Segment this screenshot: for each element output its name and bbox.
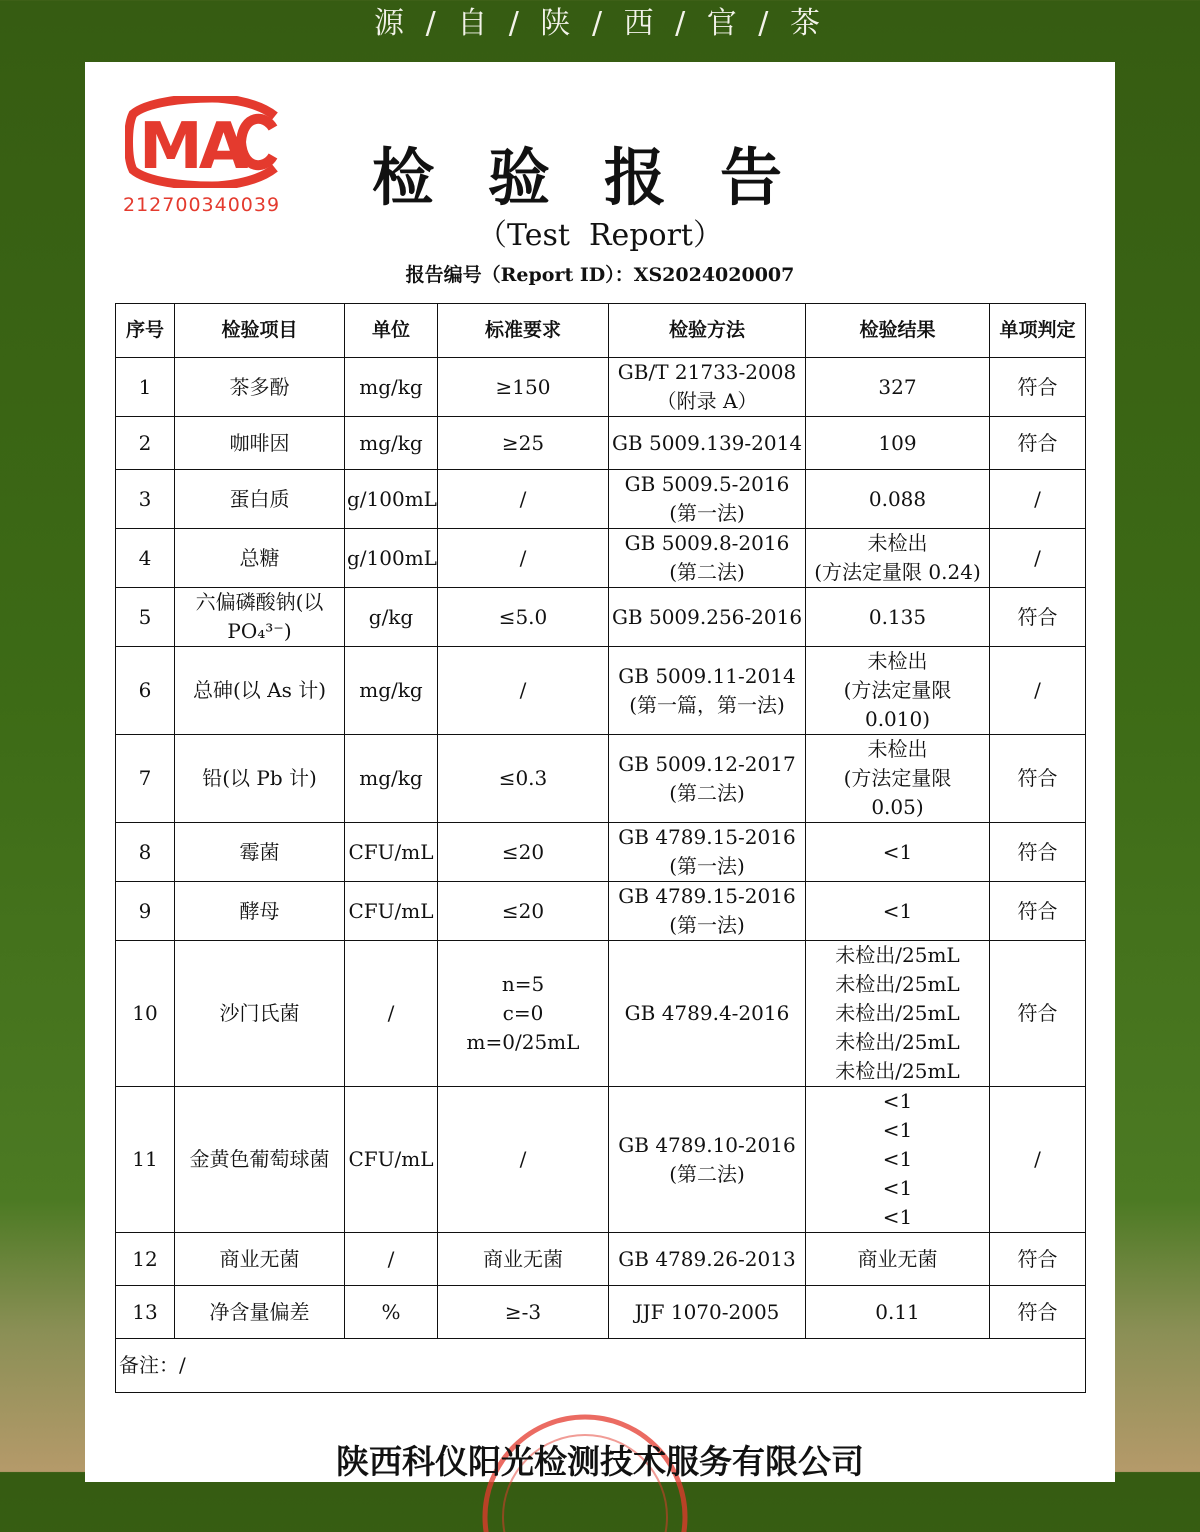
cell-item: 六偏磷酸钠(以 PO₄³⁻) bbox=[175, 588, 345, 647]
cell-result: 109 bbox=[806, 417, 990, 470]
cell-method: GB 4789.10-2016 (第二法) bbox=[609, 1087, 806, 1233]
cell-result: <1 <1 <1 <1 <1 bbox=[806, 1087, 990, 1233]
cell-unit: mg/kg bbox=[345, 647, 438, 735]
cell-item: 铅(以 Pb 计) bbox=[175, 735, 345, 823]
cell-method: GB 5009.8-2016 (第二法) bbox=[609, 529, 806, 588]
cell-method: GB 4789.26-2013 bbox=[609, 1233, 806, 1286]
cell-method: GB 5009.12-2017 (第二法) bbox=[609, 735, 806, 823]
cell-standard: / bbox=[438, 529, 609, 588]
cell-standard: ≤20 bbox=[438, 823, 609, 882]
cell-verdict: 符合 bbox=[990, 735, 1086, 823]
cma-number: 212700340039 bbox=[123, 194, 281, 216]
cell-item: 总砷(以 As 计) bbox=[175, 647, 345, 735]
cell-item: 金黄色葡萄球菌 bbox=[175, 1087, 345, 1233]
cell-result: <1 bbox=[806, 882, 990, 941]
cell-unit: % bbox=[345, 1286, 438, 1339]
cell-standard: ≥25 bbox=[438, 417, 609, 470]
cell-unit: g/100mL bbox=[345, 470, 438, 529]
table-row bbox=[116, 588, 1086, 647]
report-paper bbox=[85, 62, 1115, 1482]
cell-unit: g/kg bbox=[345, 588, 438, 647]
table-note-row bbox=[116, 1339, 1086, 1393]
header-method: 检验方法 bbox=[609, 304, 806, 358]
table-header-row bbox=[116, 304, 1086, 358]
table-row bbox=[116, 529, 1086, 588]
cell-unit: / bbox=[345, 941, 438, 1087]
header-verdict: 单项判定 bbox=[990, 304, 1086, 358]
cell-standard: / bbox=[438, 1087, 609, 1233]
cell-verdict: / bbox=[990, 529, 1086, 588]
report-subtitle: （Test Report） bbox=[477, 218, 723, 253]
cell-result: 0.11 bbox=[806, 1286, 990, 1339]
table-row bbox=[116, 882, 1086, 941]
cell-verdict: 符合 bbox=[990, 588, 1086, 647]
cell-no: 13 bbox=[116, 1286, 175, 1339]
svg-text:MA: MA bbox=[139, 110, 245, 184]
table-row bbox=[116, 823, 1086, 882]
cell-verdict: 符合 bbox=[990, 417, 1086, 470]
table-row bbox=[116, 647, 1086, 735]
cell-no: 3 bbox=[116, 470, 175, 529]
cell-method: GB 5009.139-2014 bbox=[609, 417, 806, 470]
cell-unit: mg/kg bbox=[345, 358, 438, 417]
cell-result: 未检出/25mL 未检出/25mL 未检出/25mL 未检出/25mL 未检出/25mL bbox=[806, 941, 990, 1087]
cell-method: GB 4789.15-2016 (第一法) bbox=[609, 823, 806, 882]
cell-item: 霉菌 bbox=[175, 823, 345, 882]
cell-standard: 商业无菌 bbox=[438, 1233, 609, 1286]
cell-verdict: 符合 bbox=[990, 1233, 1086, 1286]
cell-no: 2 bbox=[116, 417, 175, 470]
cell-item: 商业无菌 bbox=[175, 1233, 345, 1286]
table-row bbox=[116, 735, 1086, 823]
cell-unit: mg/kg bbox=[345, 417, 438, 470]
table-row bbox=[116, 417, 1086, 470]
table-row bbox=[116, 470, 1086, 529]
cell-result: <1 bbox=[806, 823, 990, 882]
cell-result: 商业无菌 bbox=[806, 1233, 990, 1286]
cell-standard: ≤20 bbox=[438, 882, 609, 941]
cell-unit: mg/kg bbox=[345, 735, 438, 823]
cell-method: GB 5009.256-2016 bbox=[609, 588, 806, 647]
cell-verdict: 符合 bbox=[990, 1286, 1086, 1339]
cell-no: 5 bbox=[116, 588, 175, 647]
cell-verdict: / bbox=[990, 470, 1086, 529]
company-name: 陕西科仪阳光检测技术服务有限公司 bbox=[336, 1442, 864, 1481]
cell-method: GB 4789.4-2016 bbox=[609, 941, 806, 1087]
report-id: 报告编号（Report ID）：XS2024020007 bbox=[405, 264, 795, 286]
cell-verdict: 符合 bbox=[990, 941, 1086, 1087]
cell-unit: / bbox=[345, 1233, 438, 1286]
cell-unit: CFU/mL bbox=[345, 882, 438, 941]
cell-method: GB/T 21733-2008 （附录 A） bbox=[609, 358, 806, 417]
cell-result: 未检出 (方法定量限 0.05) bbox=[806, 735, 990, 823]
cell-item: 酵母 bbox=[175, 882, 345, 941]
cell-standard: ≥-3 bbox=[438, 1286, 609, 1339]
cell-no: 9 bbox=[116, 882, 175, 941]
cell-unit: CFU/mL bbox=[345, 1087, 438, 1233]
cell-result: 0.088 bbox=[806, 470, 990, 529]
header-no: 序号 bbox=[116, 304, 175, 358]
cell-no: 8 bbox=[116, 823, 175, 882]
cell-no: 11 bbox=[116, 1087, 175, 1233]
cell-item: 沙门氏菌 bbox=[175, 941, 345, 1087]
cell-result: 未检出 (方法定量限 0.010) bbox=[806, 647, 990, 735]
cell-standard: / bbox=[438, 647, 609, 735]
header-result: 检验结果 bbox=[806, 304, 990, 358]
header-unit: 单位 bbox=[345, 304, 438, 358]
cell-item: 咖啡因 bbox=[175, 417, 345, 470]
cell-no: 6 bbox=[116, 647, 175, 735]
cell-standard: n=5 c=0 m=0/25mL bbox=[438, 941, 609, 1087]
cell-verdict: / bbox=[990, 1087, 1086, 1233]
cell-method: GB 5009.5-2016 (第一法) bbox=[609, 470, 806, 529]
cell-verdict: 符合 bbox=[990, 358, 1086, 417]
table-row bbox=[116, 358, 1086, 417]
cell-no: 7 bbox=[116, 735, 175, 823]
cell-standard: ≥150 bbox=[438, 358, 609, 417]
cell-result: 未检出 (方法定量限 0.24) bbox=[806, 529, 990, 588]
cell-item: 总糖 bbox=[175, 529, 345, 588]
cell-standard: ≤0.3 bbox=[438, 735, 609, 823]
cell-unit: CFU/mL bbox=[345, 823, 438, 882]
cell-no: 4 bbox=[116, 529, 175, 588]
report-title: 检验报告 bbox=[371, 141, 836, 214]
cell-method: GB 5009.11-2014 (第一篇，第一法) bbox=[609, 647, 806, 735]
cell-no: 1 bbox=[116, 358, 175, 417]
cell-verdict: 符合 bbox=[990, 823, 1086, 882]
table-row bbox=[116, 941, 1086, 1087]
cell-method: JJF 1070-2005 bbox=[609, 1286, 806, 1339]
table-row bbox=[116, 1233, 1086, 1286]
cell-item: 净含量偏差 bbox=[175, 1286, 345, 1339]
cell-unit: g/100mL bbox=[345, 529, 438, 588]
table-row bbox=[116, 1087, 1086, 1233]
table-row bbox=[116, 1286, 1086, 1339]
top-banner: 源 / 自 / 陕 / 西 / 官 / 茶 bbox=[374, 6, 826, 41]
header-standard: 标准要求 bbox=[438, 304, 609, 358]
cell-no: 10 bbox=[116, 941, 175, 1087]
cell-verdict: 符合 bbox=[990, 882, 1086, 941]
cell-verdict: / bbox=[990, 647, 1086, 735]
cell-result: 327 bbox=[806, 358, 990, 417]
cell-no: 12 bbox=[116, 1233, 175, 1286]
table-note: 备注：/ bbox=[116, 1339, 1086, 1393]
cell-method: GB 4789.15-2016 (第一法) bbox=[609, 882, 806, 941]
cell-result: 0.135 bbox=[806, 588, 990, 647]
cell-standard: / bbox=[438, 470, 609, 529]
header-item: 检验项目 bbox=[175, 304, 345, 358]
cell-item: 蛋白质 bbox=[175, 470, 345, 529]
cell-standard: ≤5.0 bbox=[438, 588, 609, 647]
cell-item: 茶多酚 bbox=[175, 358, 345, 417]
results-table bbox=[115, 303, 1086, 1393]
